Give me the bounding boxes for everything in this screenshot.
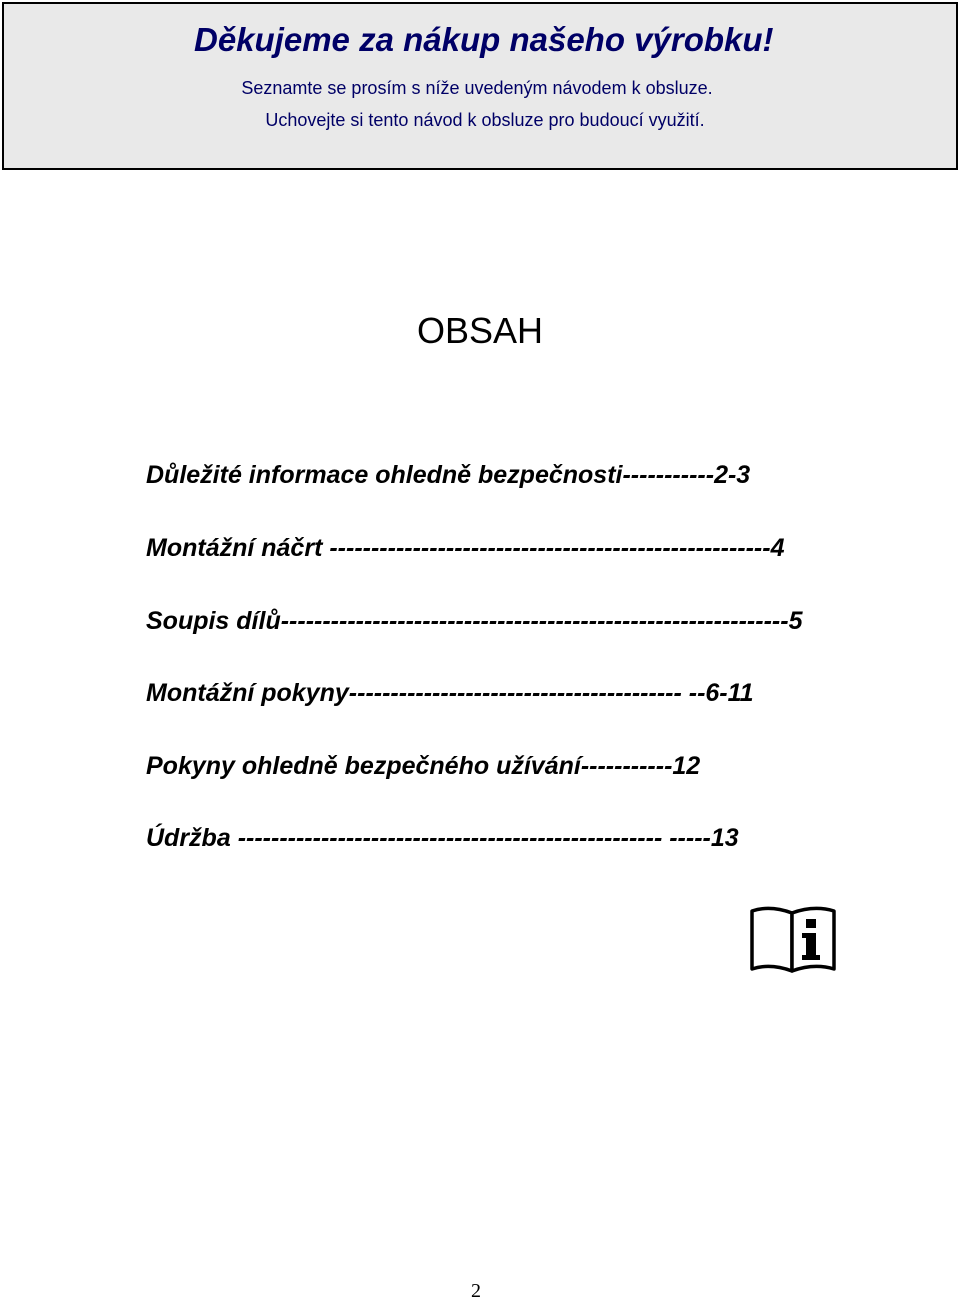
toc-entry-leader: ----------- [622, 461, 715, 489]
toc-entry-leader: ----------- [580, 752, 673, 780]
toc-heading: OBSAH [416, 310, 544, 351]
toc-entry-leader: --------------------------------------------------- ----- [237, 824, 711, 852]
toc-entry-page: 12 [672, 752, 701, 780]
toc-entry-leader: ------------------------------------------------------------- [280, 607, 789, 635]
toc-entry-parts-list [146, 607, 802, 636]
toc-entry-title: Důležité informace ohledně bezpečnosti [146, 461, 623, 489]
toc-entry-title: Montážní pokyny [146, 679, 349, 707]
toc-entry-title: Soupis dílů [146, 607, 281, 635]
header-instruction-keep: Uchovejte si tento návod k obsluze pro budoucí využití. [265, 110, 705, 130]
toc-entry-safety [146, 461, 750, 490]
toc-entry-page: 6-11 [705, 679, 754, 707]
toc-entry-title: Pokyny ohledně bezpečného užívání [146, 752, 581, 780]
read-manual-info-icon [748, 903, 838, 975]
toc-entry-page: 2-3 [714, 461, 751, 489]
header-box [2, 2, 958, 170]
toc-entry-safe-use [146, 752, 700, 781]
toc-entry-assembly-sketch [146, 534, 785, 563]
toc-entry-page: 4 [770, 534, 785, 562]
toc-entry-leader: ----------------------------------------------------- [329, 534, 771, 562]
toc-entry-maintenance [146, 824, 739, 853]
toc-entry-leader: ---------------------------------------- -- [348, 679, 706, 707]
header-title: Děkujeme za nákup našeho výrobku! [194, 21, 774, 58]
toc-entry-page: 5 [788, 607, 803, 635]
toc-entry-page: 13 [710, 824, 739, 852]
page-number: 2 [471, 1280, 481, 1302]
toc-entry-title: Údržba [146, 824, 238, 852]
header-instruction-read: Seznamte se prosím s níže uvedeným návodem k obsluze. [241, 78, 713, 98]
toc-entry-title: Montážní náčrt [146, 534, 330, 562]
toc-entry-assembly-instructions [146, 679, 754, 708]
